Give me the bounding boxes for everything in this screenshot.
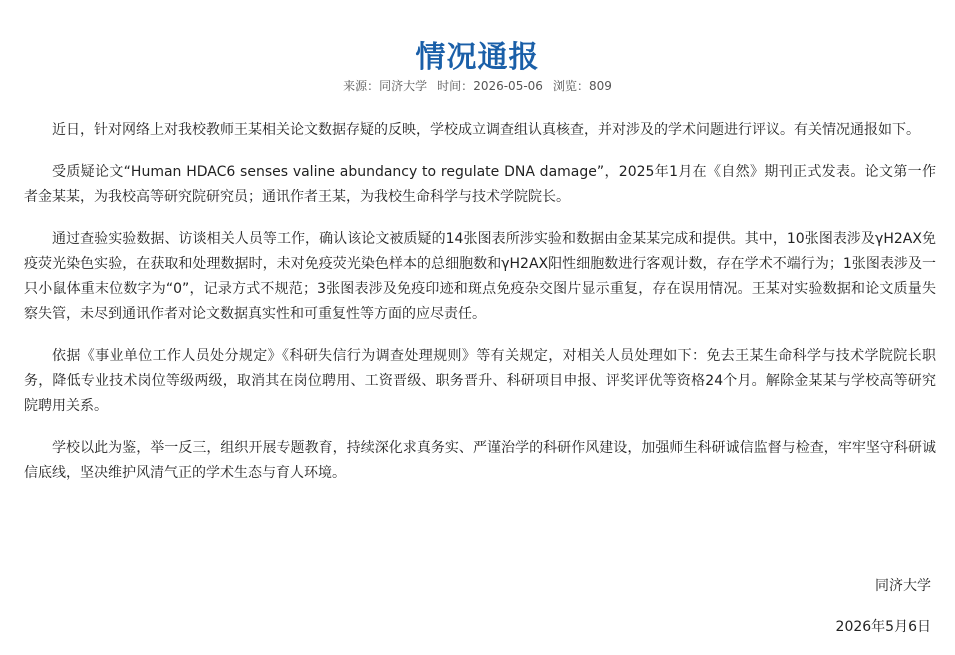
views-label: 浏览： xyxy=(552,79,589,93)
article-body xyxy=(24,118,936,503)
paragraph-intro: 近日，针对网络上对我校教师王某相关论文数据存疑的反映，学校成立调查组认真核查，并对涉及的学术问题进行评议。有关情况通报如下。 xyxy=(52,122,920,138)
time-label: 时间： xyxy=(437,79,474,93)
article-meta xyxy=(0,78,955,94)
paragraph-penalties: 依据《事业单位工作人员处分规定》《科研失信行为调查处理规则》等有关规定，对相关人员处理如下：免去王某生命科学与技术学院院长职务，降低专业技术岗位等级两级，取消其在岗位聘用、工资晋级、职务晋升、科研项目申报、评奖评优等资格24个月。解除金某某与学校高等研究院聘用关系。 xyxy=(24,348,936,414)
paragraph-conclusion: 学校以此为鉴，举一反三，组织开展专题教育，持续深化求真务实、严谨治学的科研作风建设，加强师生科研诚信监督与检查，牢牢坚守科研诚信底线，坚决维护风清气正的学术生态与育人环境。 xyxy=(24,440,936,481)
source-value: 同济大学 xyxy=(379,79,428,93)
time-value: 2026-05-06 xyxy=(473,79,543,93)
page-title: 情况通报 xyxy=(415,40,540,76)
source-label: 来源： xyxy=(343,79,380,93)
paragraph-paper: 受质疑论文“Human HDAC6 senses valine abundancy to regulate DNA damage”，2025年1月在《自然》期刊正式发表。论文第一作者金某某，为我校高等研究院研究员；通讯作者王某，为我校生命科学与技术学院院长。 xyxy=(24,164,936,205)
signature: 同济大学 xyxy=(875,578,931,594)
paragraph-findings: 通过查验实验数据、访谈相关人员等工作，确认该论文被质疑的14张图表所涉实验和数据由金某某完成和提供。其中，10张图表涉及γH2AX免疫荧光染色实验，在获取和处理数据时，未对免疫荧光染色样本的总细胞数和γH2AX阳性细胞数进行客观计数，存在学术不端行为；1张图表涉及一只小鼠体重末位数字为“0”，记录方式不规范；3张图表涉及免疫印迹和斑点免疫杂交图片显示重复，存在误用情况。王某对实验数据和论文质量失察失管，未尽到通讯作者对论文数据真实性和可重复性等方面的应尽责任。 xyxy=(24,231,936,322)
views-count: 809 xyxy=(588,79,612,93)
signature-date: 2026年5月6日 xyxy=(835,619,931,635)
